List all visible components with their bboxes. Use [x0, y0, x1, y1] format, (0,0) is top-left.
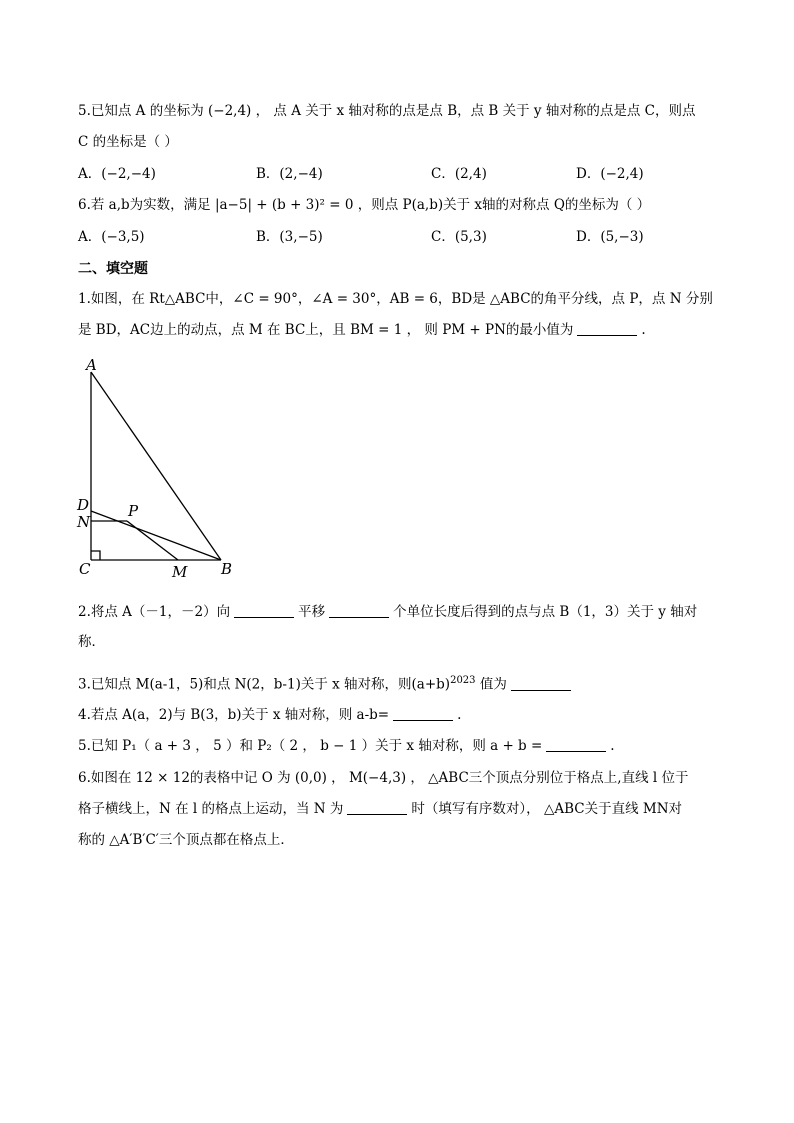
q5-options — [78, 164, 718, 184]
f1-period: . — [641, 322, 646, 338]
f2-text-a: 2.将点 A（－1，－2）向 — [78, 604, 231, 620]
f3-text-b: 值为 — [479, 676, 507, 693]
f4-answer-blank[interactable] — [393, 706, 453, 721]
f2-text-c: 个单位长度后得到的点与点 B（1，3）关于 y 轴对 — [393, 604, 698, 620]
f1-answer-blank[interactable] — [577, 321, 637, 336]
f2-blank-direction[interactable] — [234, 603, 294, 618]
segment-db — [91, 511, 221, 560]
f5-text-b: . — [610, 738, 615, 754]
f6-stem-line2 — [78, 799, 682, 819]
q5-stem-line2: C 的坐标是（ ） — [78, 134, 178, 150]
f4-text-a: 4.若点 A(a，2)与 B(3，b)关于 x 轴对称，则 a-b= — [78, 707, 390, 723]
f1-stem-line1: 1.如图，在 Rt△ABC中，∠C = 90°，∠A = 30°，AB = 6，BD是 △ABC的角平分线，点 P，点 N 分别 — [78, 291, 713, 307]
f3-exponent: 2023 — [450, 675, 476, 686]
f3-text-a: 3.已知点 M(a-1，5)和点 N(2，b-1)关于 x 轴对称，则(a+b) — [78, 676, 451, 693]
q5-option-c[interactable]: C．(2,4) — [431, 166, 487, 182]
section-title: 二、填空题 — [78, 261, 148, 277]
label-b: B — [221, 560, 233, 578]
segment-ab — [91, 372, 221, 560]
triangle-figure — [70, 352, 245, 582]
f3-stem — [78, 671, 575, 695]
f1-stem-line2-text: 是 BD，AC边上的动点，点 M 在 BC上，且 BM = 1 ， 则 PM + PN的最小值为 — [78, 322, 574, 338]
q5-option-a[interactable]: A．(−2,−4) — [78, 166, 156, 182]
q5-option-b[interactable]: B．(2,−4) — [256, 166, 323, 182]
f6-stem-line3: 称的 △A′B′C′三个顶点都在格点上． — [78, 832, 294, 848]
q6-option-d[interactable]: D．(5,−3) — [576, 229, 644, 245]
q6-option-b[interactable]: B．(3,−5) — [256, 229, 323, 245]
f4-text-b: . — [457, 707, 462, 723]
f6-text-b: 时（填写有序数对）， △ABC关于直线 MN对 — [411, 801, 683, 817]
f6-answer-blank[interactable] — [347, 800, 407, 815]
label-c: C — [79, 560, 91, 578]
f2-blank-units[interactable] — [329, 603, 389, 618]
f2-text-b: 平移 — [298, 604, 326, 620]
label-d: D — [77, 496, 90, 514]
q6-option-a[interactable]: A．(−3,5) — [78, 229, 145, 245]
f2-stem-line1 — [78, 602, 697, 622]
label-m: M — [172, 563, 188, 581]
f6-stem-line1: 6.如图在 12 × 12的表格中记 O 为 (0,0) ， M(−4,3) ， △ABC三个顶点分别位于格点上,直线 l 位于 — [78, 770, 689, 786]
q6-option-c[interactable]: C．(5,3) — [431, 229, 487, 245]
label-p: P — [128, 502, 139, 520]
f6-text-a: 格子横线上，N 在 l 的格点上运动，当 N 为 — [78, 801, 344, 817]
f2-stem-line2: 称． — [78, 634, 105, 650]
label-n: N — [77, 513, 91, 531]
q5-stem-line1: 5.已知点 A 的坐标为 (−2,4) ， 点 A 关于 x 轴对称的点是点 B，点 B 关于 y 轴对称的点是点 C，则点 — [78, 103, 696, 119]
right-angle-mark — [91, 551, 100, 560]
f3-answer-blank[interactable] — [511, 676, 571, 691]
q6-stem-line1: 6.若 a,b为实数，满足 |a−5| + (b + 3)² = 0 ，则点 P(a,b)关于 x轴的对称点 Q的坐标为（ ） — [78, 197, 651, 213]
f5-text-a: 5.已知 P₁（ a + 3 ， 5 ）和 P₂（ 2 ， b − 1 ）关于 x 轴对称，则 a + b = — [78, 738, 543, 754]
f5-answer-blank[interactable] — [546, 737, 606, 752]
label-a: A — [86, 356, 97, 374]
q6-options — [78, 227, 718, 247]
f5-stem — [78, 736, 615, 756]
f4-stem — [78, 705, 461, 725]
q5-option-d[interactable]: D．(−2,4) — [576, 166, 644, 182]
f1-stem-line2 — [78, 320, 646, 340]
